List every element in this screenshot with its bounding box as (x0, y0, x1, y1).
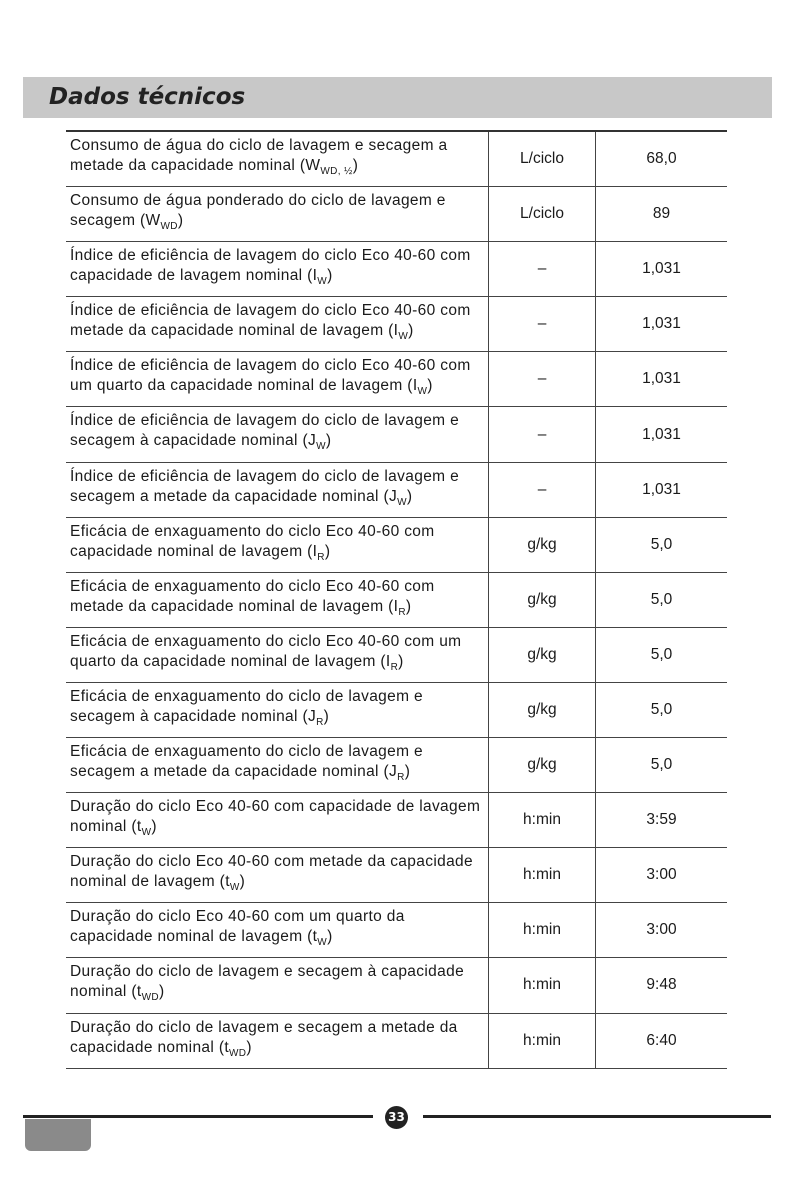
description-tail: ) (177, 212, 184, 230)
row-description (66, 627, 489, 682)
row-value: 9:48 (596, 958, 728, 1013)
row-description (66, 187, 489, 242)
table-row (66, 848, 727, 903)
row-value: 5,0 (596, 738, 728, 793)
table-row (66, 462, 727, 517)
page-number-badge: 33 (385, 1106, 408, 1129)
description-text: Consumo de água do ciclo de lavagem e secagem a metade da capacidade nominal (W (70, 137, 448, 174)
description-tail: ) (427, 377, 433, 395)
description-text: Índice de eficiência de lavagem do ciclo Eco 40-60 com metade da capacidade nominal de lavagem (I (70, 302, 471, 340)
symbol-subscript: W (398, 331, 409, 343)
row-value: 1,031 (596, 297, 728, 352)
symbol-subscript: WD (160, 221, 178, 233)
row-unit: g/kg (489, 572, 596, 627)
row-description (66, 903, 489, 958)
row-value: 6:40 (596, 1013, 728, 1068)
technical-data-table (66, 130, 727, 1069)
description-tail: ) (406, 487, 413, 505)
description-tail: ) (325, 432, 332, 450)
description-tail: ) (246, 1038, 252, 1056)
description-text: Duração do ciclo Eco 40-60 com um quarto da capacidade nominal de lavagem (t (70, 908, 405, 946)
description-text: Duração do ciclo Eco 40-60 com metade da capacidade nominal de lavagem (t (70, 853, 473, 891)
description-text: Eficácia de enxaguamento do ciclo de lavagem e secagem à capacidade nominal (J (70, 687, 424, 725)
description-text: Eficácia de enxaguamento do ciclo Eco 40-60 com capacidade nominal de lavagem (I (70, 522, 435, 560)
row-unit: g/kg (489, 517, 596, 572)
row-value: 3:59 (596, 793, 728, 848)
table-row (66, 297, 727, 352)
symbol-subscript: W (317, 276, 328, 288)
description-tail: ) (324, 542, 331, 560)
table-row (66, 793, 727, 848)
row-unit: h:min (489, 1013, 596, 1068)
description-tail: ) (327, 928, 333, 946)
row-value: 5,0 (596, 627, 728, 682)
row-description (66, 793, 489, 848)
table-row (66, 352, 727, 407)
footer-divider-left (23, 1115, 373, 1118)
row-description (66, 407, 489, 462)
table-row (66, 572, 727, 627)
table-row (66, 242, 727, 297)
row-description (66, 131, 489, 187)
row-description (66, 352, 489, 407)
description-text: Eficácia de enxaguamento do ciclo Eco 40-60 com metade da capacidade nominal de lavagem (I (70, 577, 435, 615)
description-text: Índice de eficiência de lavagem do ciclo Eco 40-60 com um quarto da capacidade nominal de lavagem (I (70, 357, 471, 395)
row-description (66, 517, 489, 572)
description-text: Consumo de água ponderado do ciclo de lavagem e secagem (W (70, 192, 446, 230)
row-value: 1,031 (596, 462, 728, 517)
row-unit: – (489, 352, 596, 407)
description-text: Eficácia de enxaguamento do ciclo Eco 40-60 com um quarto da capacidade nominal de lavagem (I (70, 632, 462, 670)
row-unit: L/ciclo (489, 187, 596, 242)
description-text: Índice de eficiência de lavagem do ciclo Eco 40-60 com capacidade de lavagem nominal (I (70, 247, 471, 285)
row-value: 1,031 (596, 352, 728, 407)
row-description (66, 682, 489, 737)
description-tail: ) (398, 652, 404, 670)
symbol-subscript: W (397, 496, 407, 508)
row-description (66, 572, 489, 627)
footer-tab (25, 1119, 91, 1151)
table-body (66, 131, 727, 1068)
row-unit: g/kg (489, 682, 596, 737)
description-tail: ) (323, 707, 330, 725)
row-unit: h:min (489, 793, 596, 848)
row-description (66, 1013, 489, 1068)
description-tail: ) (405, 597, 412, 615)
table-row (66, 517, 727, 572)
description-tail: ) (352, 157, 359, 174)
row-unit: – (489, 242, 596, 297)
page-title: Dados técnicos (49, 84, 246, 110)
row-description (66, 738, 489, 793)
row-value: 1,031 (596, 407, 728, 462)
symbol-subscript: R (398, 606, 406, 618)
row-value: 5,0 (596, 572, 728, 627)
table-row (66, 187, 727, 242)
symbol-subscript: W (229, 882, 240, 894)
row-unit: h:min (489, 903, 596, 958)
symbol-subscript: WD (141, 992, 159, 1004)
description-text: Índice de eficiência de lavagem do ciclo de lavagem e secagem à capacidade nominal (J (70, 412, 460, 450)
symbol-subscript: R (317, 551, 325, 563)
symbol-subscript: R (397, 772, 405, 784)
row-unit: g/kg (489, 738, 596, 793)
row-unit: h:min (489, 958, 596, 1013)
description-text: Eficácia de enxaguamento do ciclo de lavagem e secagem a metade da capacidade nominal (J (70, 743, 424, 781)
row-value: 5,0 (596, 682, 728, 737)
symbol-subscript: R (316, 717, 324, 729)
description-text: Duração do ciclo de lavagem e secagem à capacidade nominal (t (70, 963, 465, 1001)
symbol-subscript: W (317, 937, 328, 949)
description-text: Duração do ciclo de lavagem e secagem a metade da capacidade nominal (t (70, 1018, 458, 1056)
row-value: 1,031 (596, 242, 728, 297)
description-tail: ) (158, 983, 165, 1001)
table-row (66, 682, 727, 737)
symbol-subscript: WD (229, 1047, 247, 1059)
footer-divider-right (423, 1115, 771, 1118)
description-tail: ) (327, 267, 333, 285)
symbol-subscript: W (141, 827, 152, 839)
row-value: 89 (596, 187, 728, 242)
table-row (66, 1013, 727, 1068)
description-text: Duração do ciclo Eco 40-60 com capacidade de lavagem nominal (t (70, 798, 481, 836)
table-row (66, 627, 727, 682)
row-unit: h:min (489, 848, 596, 903)
row-unit: L/ciclo (489, 131, 596, 187)
row-description (66, 297, 489, 352)
description-text: Índice de eficiência de lavagem do ciclo de lavagem e secagem a metade da capacidade nominal (J (70, 467, 460, 505)
table-row (66, 738, 727, 793)
row-value: 3:00 (596, 848, 728, 903)
symbol-subscript: WD, ½ (320, 166, 353, 178)
row-value: 68,0 (596, 131, 728, 187)
symbol-subscript: R (390, 661, 399, 673)
description-tail: ) (404, 763, 411, 781)
row-value: 5,0 (596, 517, 728, 572)
table-row (66, 131, 727, 187)
row-description (66, 242, 489, 297)
description-tail: ) (239, 873, 246, 891)
section-header-band (23, 77, 772, 118)
row-value: 3:00 (596, 903, 728, 958)
description-tail: ) (408, 322, 414, 340)
table-row (66, 407, 727, 462)
row-description (66, 958, 489, 1013)
table-row (66, 958, 727, 1013)
symbol-subscript: W (417, 386, 428, 398)
row-description (66, 848, 489, 903)
row-unit: – (489, 407, 596, 462)
row-description (66, 462, 489, 517)
description-tail: ) (151, 818, 157, 836)
row-unit: – (489, 462, 596, 517)
row-unit: – (489, 297, 596, 352)
table-row (66, 903, 727, 958)
row-unit: g/kg (489, 627, 596, 682)
symbol-subscript: W (316, 441, 326, 453)
